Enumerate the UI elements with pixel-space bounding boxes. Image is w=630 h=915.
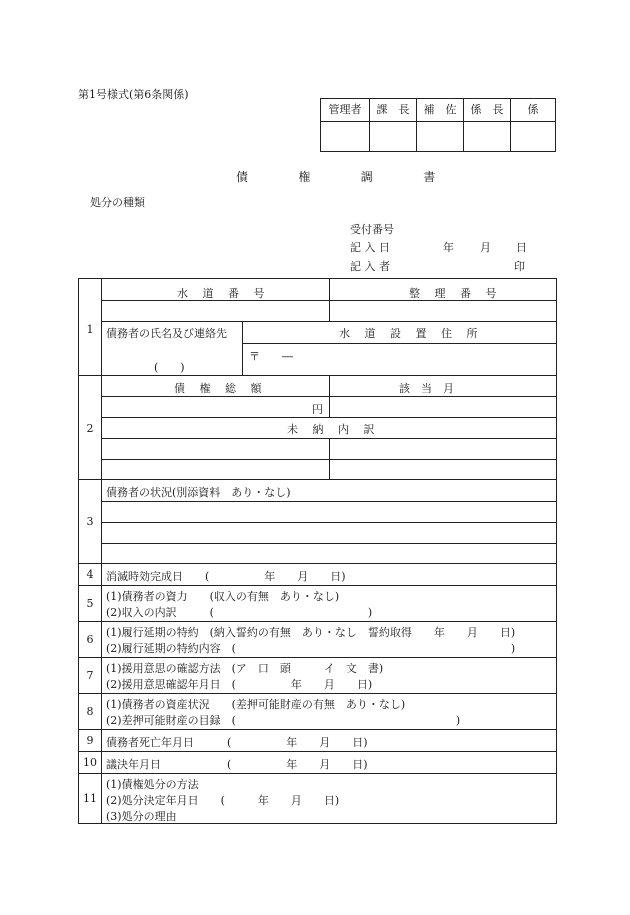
document-title: 債 権 調 書 bbox=[236, 170, 455, 184]
disposal-method-line: (1)債権処分の方法 bbox=[106, 778, 199, 791]
approval-label-unit-chief: 係 長 bbox=[463, 99, 510, 121]
section-number-9: 9 bbox=[86, 734, 94, 747]
postal-code-field[interactable]: 〒 ― bbox=[249, 350, 293, 363]
writer-label: 記 入 者 bbox=[350, 260, 390, 273]
invocation-date-line: (2)援用意思確認年月日 ( 年 月 日) bbox=[106, 678, 373, 691]
stamp-box[interactable] bbox=[416, 121, 463, 151]
prescription-date-line: 消滅時効完成日 ( 年 月 日) bbox=[106, 570, 346, 583]
credit-survey-form bbox=[78, 278, 557, 824]
stamp-box[interactable] bbox=[369, 121, 416, 151]
debtor-capacity-line: (1)債務者の資力 (収入の有無 あり・なし) bbox=[106, 590, 340, 603]
section-number-5: 5 bbox=[86, 597, 94, 610]
installation-address-label: 水 道 設 置 住 所 bbox=[339, 327, 483, 340]
deferral-agreement-line: (1)履行延期の特約 (納入誓約の有無 あり・なし 誓約取得 年 月 日) bbox=[106, 626, 516, 639]
section-number-3: 3 bbox=[86, 515, 94, 528]
disposal-date-line: (2)処分決定年月日 ( 年 月 日) bbox=[106, 794, 340, 807]
section-number-11: 11 bbox=[83, 792, 97, 805]
stamp-box[interactable] bbox=[321, 121, 369, 151]
deferral-content-line: (2)履行延期の特約内容 ( ) bbox=[106, 642, 516, 655]
section-number-4: 4 bbox=[86, 568, 94, 581]
section-number-1: 1 bbox=[86, 323, 94, 336]
stamp-box[interactable] bbox=[510, 121, 555, 151]
water-number-label: 水 道 番 号 bbox=[177, 287, 270, 300]
section-number-2: 2 bbox=[86, 422, 94, 435]
debtor-name-field[interactable]: ( ) bbox=[154, 361, 185, 374]
section-number-7: 7 bbox=[86, 669, 94, 682]
entry-date-year: 年 bbox=[443, 241, 454, 254]
receipt-number-label: 受付番号 bbox=[350, 223, 394, 236]
approval-label-assistant: 補 佐 bbox=[416, 99, 463, 121]
approval-header-row bbox=[321, 99, 555, 122]
seal-mark: 印 bbox=[514, 260, 525, 273]
entry-date-label: 記 入 日 bbox=[350, 241, 390, 254]
unpaid-breakdown-label: 未 納 内 訳 bbox=[287, 423, 380, 436]
approval-label-section-chief: 課 長 bbox=[369, 99, 416, 121]
approval-label-manager: 管理者 bbox=[328, 103, 362, 116]
section-number-10: 10 bbox=[83, 756, 97, 769]
debtor-name-contact-label: 債務者の氏名及び連絡先 bbox=[106, 327, 227, 340]
approval-label-staff: 係 bbox=[510, 99, 555, 121]
applicable-month-label: 該 当 月 bbox=[399, 382, 454, 395]
resolution-date-line: 議決年月日 ( 年 月 日) bbox=[106, 758, 368, 771]
disposal-reason-line: (3)処分の理由 bbox=[106, 810, 177, 823]
seizable-assets-line: (2)差押可能財産の目録 ( ) bbox=[106, 714, 461, 727]
debtor-death-date-line: 債務者死亡年月日 ( 年 月 日) bbox=[106, 736, 368, 749]
disposal-type-label: 処分の種類 bbox=[90, 196, 145, 209]
income-breakdown-line: (2)収入の内訳 ( ) bbox=[106, 606, 373, 619]
total-credit-label: 債 権 総 額 bbox=[174, 382, 267, 395]
entry-date-month: 月 bbox=[480, 241, 491, 254]
reference-number-label: 整 理 番 号 bbox=[409, 287, 502, 300]
invocation-method-line: (1)援用意思の確認方法 (ア 口 頭 イ 文 書) bbox=[106, 662, 384, 675]
stamp-box[interactable] bbox=[463, 121, 510, 151]
section-number-6: 6 bbox=[86, 633, 94, 646]
approval-stamp-table bbox=[320, 98, 556, 152]
yen-unit: 円 bbox=[312, 403, 323, 416]
debtor-status-label: 債務者の状況(別添資料 あり・なし) bbox=[106, 486, 291, 499]
approval-stamp-row bbox=[321, 121, 555, 151]
asset-status-line: (1)債務者の資産状況 (差押可能財産の有無 あり・なし) bbox=[106, 698, 406, 711]
form-number: 第1号様式(第6条関係) bbox=[78, 88, 189, 101]
section-number-8: 8 bbox=[86, 705, 94, 718]
entry-date-day: 日 bbox=[516, 241, 527, 254]
